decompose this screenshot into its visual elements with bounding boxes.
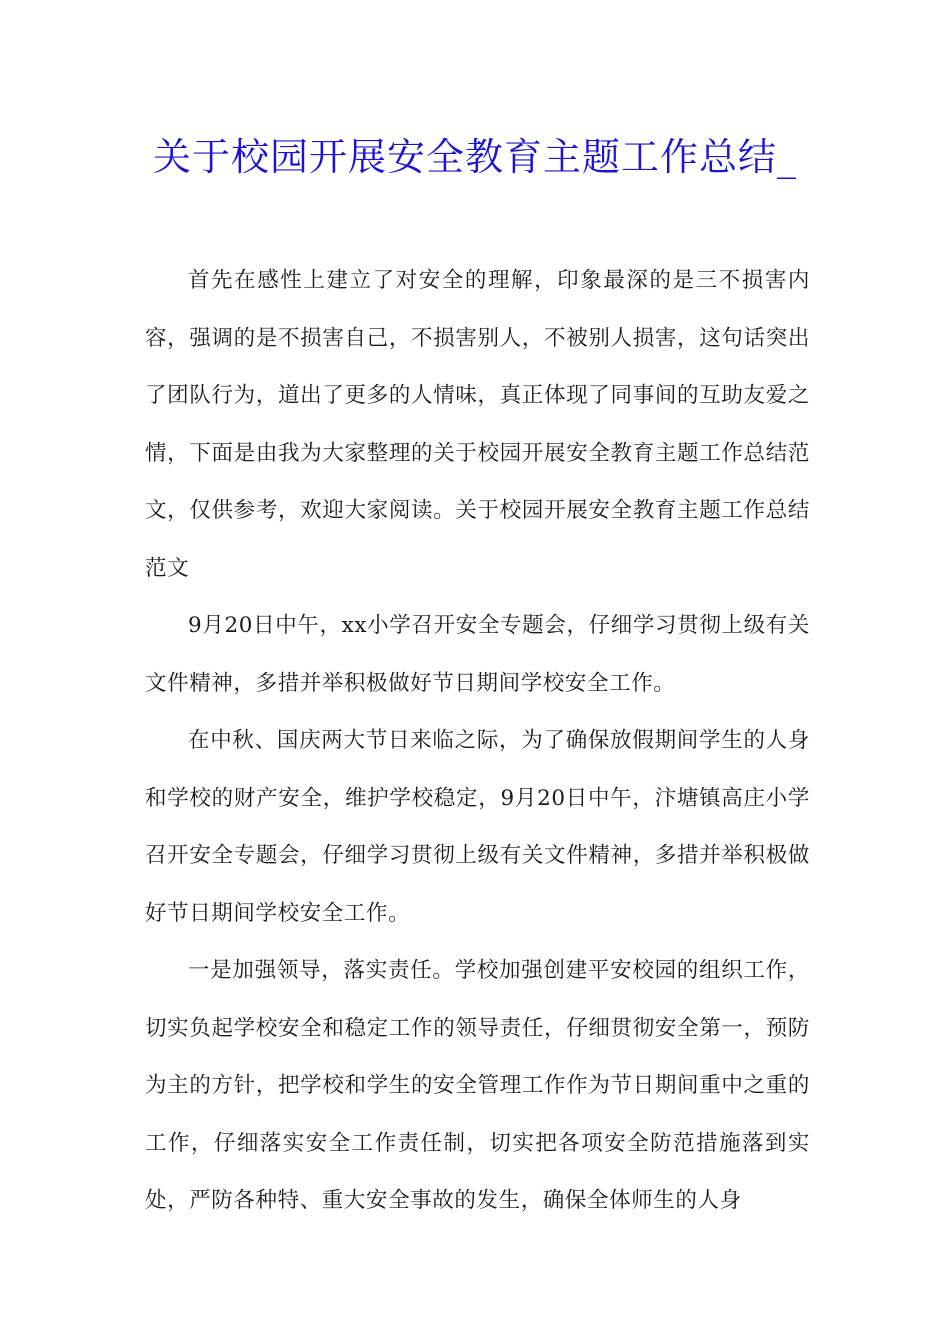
paragraph-4: 一是加强领导，落实责任。学校加强创建平安校园的组织工作，切实负起学校安全和稳定工作的领导责任，仔细贯彻安全第一，预防为主的方针，把学校和学生的安全管理工作作为节日期间重中之重的工作，仔细落实安全工作责任制，切实把各项安全防范措施落到实处，严防各种特、重大安全事故的发生，确保全体师生的人身	[145, 958, 810, 1213]
paragraph-3: 在中秋、国庆两大节日来临之际，为了确保放假期间学生的人身和学校的财产安全，维护学校稳定，9月20日中午，汴塘镇高庄小学召开安全专题会，仔细学习贯彻上级有关文件精神，多措并举积极做好节日期间学校安全工作。	[145, 728, 810, 926]
document-body	[145, 252, 810, 1230]
paragraph-1: 首先在感性上建立了对安全的理解，印象最深的是三不损害内容，强调的是不损害自己，不损害别人，不被别人损害，这句话突出了团队行为，道出了更多的人情味，真正体现了同事间的互助友爱之情，下面是由我为大家整理的关于校园开展安全教育主题工作总结范文，仅供参考，欢迎大家阅读。关于校园开展安全教育主题工作总结范文	[145, 268, 810, 581]
document-title: 关于校园开展安全教育主题工作总结_	[152, 135, 797, 179]
paragraph-2: 9月20日中午，xx小学召开安全专题会，仔细学习贯彻上级有关文件精神，多措并举积极做好节日期间学校安全工作。	[145, 613, 810, 696]
